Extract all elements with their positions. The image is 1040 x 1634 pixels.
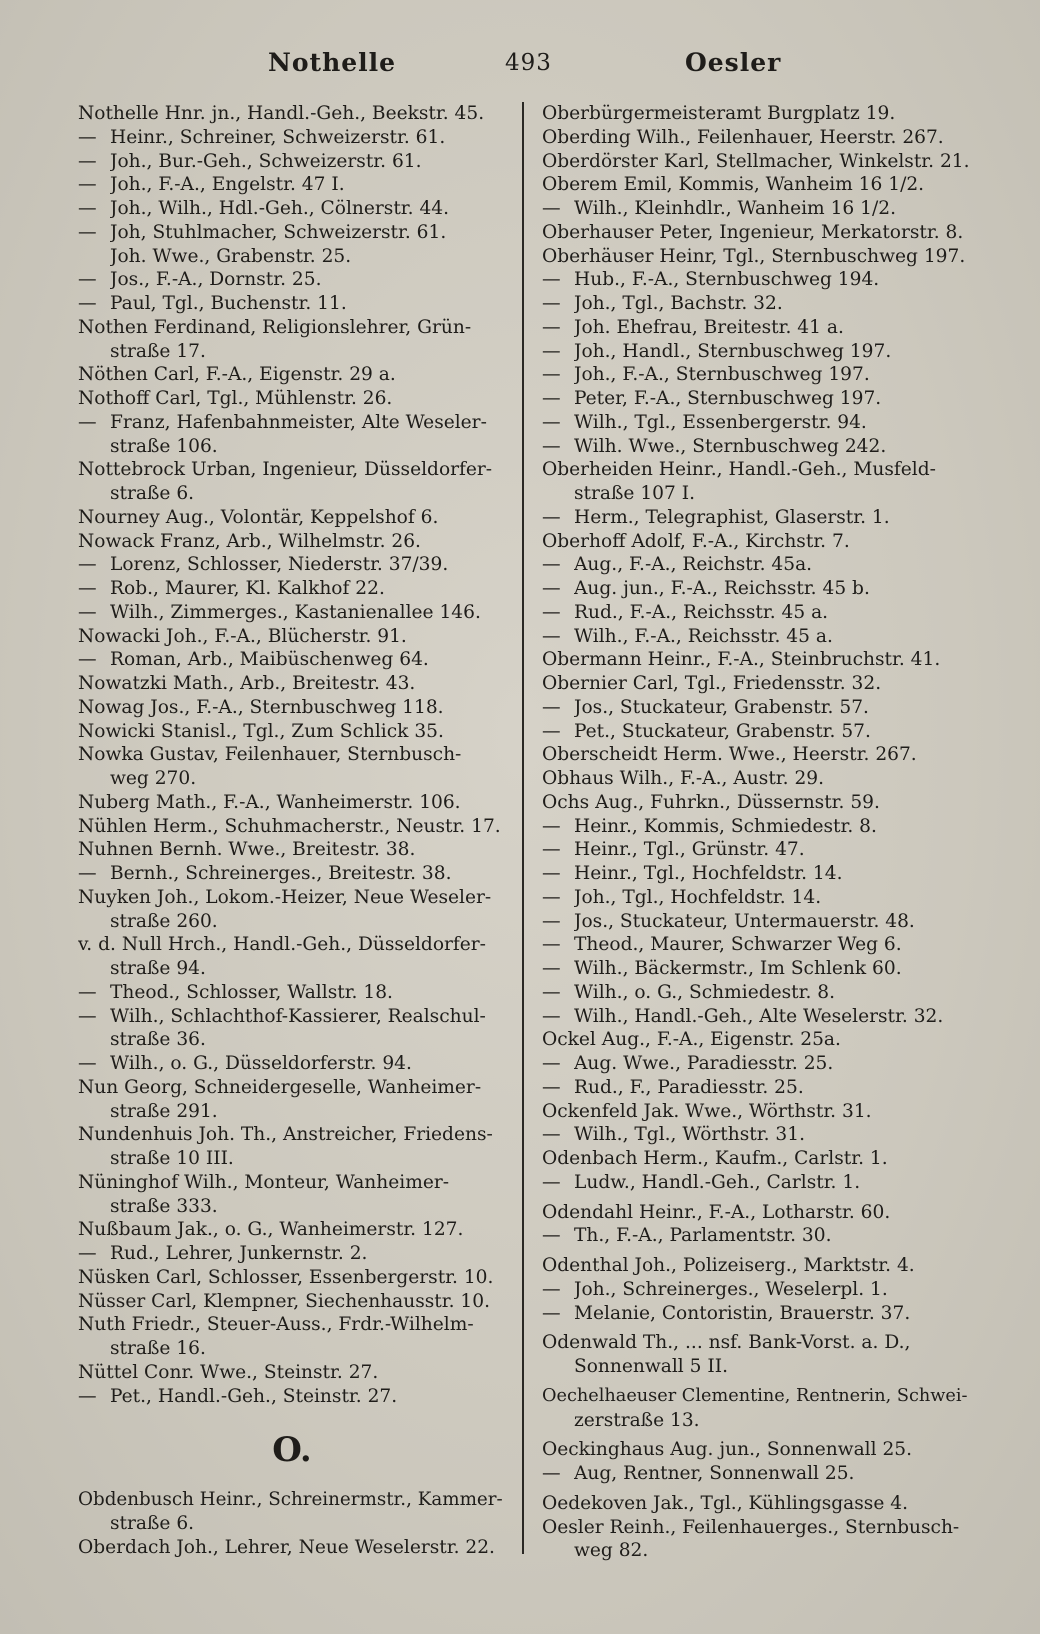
ditto-dash: — [542, 1463, 561, 1484]
entry [542, 791, 974, 815]
entry-text: Ockenfeld Jak. Wwe., Wörthstr. 31. [542, 1100, 872, 1122]
entry-continuation [542, 1539, 974, 1563]
entry [78, 1290, 506, 1314]
entry-text: Joh., Tgl., Bachstr. 32. [574, 293, 783, 314]
entry [78, 791, 506, 815]
entry-text: Bernh., Schreinerges., Breitestr. 38. [110, 863, 452, 884]
entry-continuation [78, 1028, 506, 1052]
entry [78, 316, 506, 340]
entry-text: Wilh., Schlachthof-Kassierer, Realschul- [110, 1005, 486, 1027]
entry-continuation [542, 482, 974, 506]
ditto-dash: — [78, 126, 97, 148]
entry-text: Nottebrock Urban, Ingenieur, Düsseldorfer- [78, 459, 493, 481]
entry-sub [542, 292, 974, 316]
entry-sub [542, 316, 974, 340]
entry [542, 102, 974, 126]
entry-sub [78, 648, 506, 672]
entry-continuation [78, 340, 506, 364]
entry [78, 720, 506, 744]
entry-text: weg 82. [574, 1540, 649, 1562]
entry-text: Hub., F.-A., Sternbuschweg 194. [574, 269, 880, 291]
entry-text: straße 291. [110, 1100, 218, 1122]
entry [542, 1492, 974, 1516]
entry [78, 1488, 506, 1512]
entry-text: weg 270. [110, 768, 197, 789]
ditto-dash: — [542, 720, 561, 742]
entry-text: straße 260. [110, 910, 218, 932]
entry-sub [542, 886, 974, 910]
entry-continuation [78, 957, 506, 981]
entry [78, 1218, 506, 1242]
entry-text: Nußbaum Jak., o. G., Wanheimerstr. 127. [78, 1219, 464, 1241]
entry [542, 221, 974, 245]
entry [78, 838, 506, 862]
entry-text: Odenthal Joh., Polizeiserg., Marktstr. 4. [542, 1255, 915, 1276]
entry-sub [78, 173, 506, 197]
entry-sub [542, 506, 974, 530]
ditto-dash: — [542, 1005, 561, 1027]
entry-sub [542, 363, 974, 387]
page-number: 493 [505, 50, 552, 76]
entry-text: Odenbach Herm., Kaufm., Carlstr. 1. [542, 1148, 888, 1169]
column-divider [522, 102, 524, 1554]
ditto-dash: — [78, 554, 97, 576]
entry-text: Th., F.-A., Parlamentstr. 30. [574, 1225, 832, 1247]
entry-sub [78, 1385, 506, 1409]
entry-continuation [78, 1100, 506, 1124]
ditto-dash: — [78, 150, 97, 172]
entry-text: Oedekoven Jak., Tgl., Kühlingsgasse 4. [542, 1492, 909, 1514]
entry [542, 126, 974, 150]
entry-text: Nöthen Carl, F.-A., Eigenstr. 29 a. [78, 364, 396, 386]
entry-sub [78, 1052, 506, 1076]
entry-sub [542, 411, 974, 435]
entry-text: Heinr., Schreiner, Schweizerstr. 61. [110, 126, 446, 148]
entry-text: Wilh., Kleinhdlr., Wanheim 16 1/2. [574, 198, 896, 219]
entry-continuation [542, 1409, 974, 1433]
ditto-dash: — [542, 578, 561, 599]
entry-sub [542, 601, 974, 625]
entry [542, 1254, 974, 1278]
entry-text: Jos., F.-A., Dornstr. 25. [110, 269, 322, 291]
running-header-left: Nothelle [268, 48, 397, 77]
entry [542, 150, 974, 174]
entry-text: Nühlen Herm., Schuhmacherstr., Neustr. 17. [78, 815, 501, 837]
entry-continuation [78, 482, 506, 506]
entry-text: Ockel Aug., F.-A., Eigenstr. 25a. [542, 1029, 841, 1051]
entry-text: Nowacki Joh., F.-A., Blücherstr. 91. [78, 625, 407, 647]
entry-text: Nun Georg, Schneidergeselle, Wanheimer- [78, 1076, 482, 1098]
ditto-dash: — [542, 198, 561, 219]
ditto-dash: — [542, 886, 561, 908]
entry [542, 1201, 974, 1225]
entry-text: Joh., Wilh., Hdl.-Geh., Cölnerstr. 44. [110, 198, 450, 219]
entry-text: Oberhauser Peter, Ingenieur, Merkatorstr. 8. [542, 221, 964, 243]
entry-sub [542, 981, 974, 1005]
entry [78, 815, 506, 839]
entry-continuation [78, 767, 506, 791]
entry-text: straße 16. [110, 1338, 206, 1359]
entry-sub [542, 1224, 974, 1248]
entry-continuation [78, 1337, 506, 1361]
entry [78, 102, 506, 126]
ditto-dash: — [542, 364, 561, 386]
entry-text: Heinr., Tgl., Hochfeldstr. 14. [574, 863, 843, 884]
entry-sub [78, 411, 506, 435]
entry-text: Sonnenwall 5 II. [574, 1356, 729, 1377]
entry-sub [542, 1462, 974, 1486]
entry [78, 458, 506, 482]
entry [78, 1536, 506, 1560]
ditto-dash: — [78, 269, 97, 291]
entry-sub [78, 221, 506, 245]
entry-text: zerstraße 13. [574, 1409, 700, 1431]
entry-text: Joh., F.-A., Sternbuschweg 197. [574, 364, 870, 386]
entry-text: Nundenhuis Joh. Th., Anstreicher, Friedens- [78, 1124, 493, 1146]
entry [78, 1123, 506, 1147]
entry-text: Joh., Schreinerges., Weselerpl. 1. [574, 1278, 888, 1300]
entry-text: straße 6. [110, 1513, 195, 1534]
entry-text: Joh., Handl., Sternbuschweg 197. [574, 340, 892, 362]
ditto-dash: — [542, 1076, 561, 1098]
entry-continuation [542, 1355, 974, 1379]
entry-text: straße 107 I. [574, 483, 695, 504]
ditto-dash: — [542, 1302, 561, 1324]
entry-sub [78, 862, 506, 886]
entry [542, 1147, 974, 1171]
ditto-dash: — [78, 198, 97, 219]
entry-text: Obermann Heinr., F.-A., Steinbruchstr. 41. [542, 649, 941, 671]
entry [78, 363, 506, 387]
entry-text: Melanie, Contoristin, Brauerstr. 37. [574, 1302, 911, 1324]
ditto-dash: — [542, 269, 561, 291]
entry-text: Nüsser Carl, Klempner, Siechenhausstr. 10. [78, 1290, 491, 1312]
entry-sub [542, 1123, 974, 1147]
ditto-dash: — [78, 1053, 97, 1074]
entry-sub [542, 838, 974, 862]
entry-text: Nothoff Carl, Tgl., Mühlenstr. 26. [78, 388, 393, 409]
entry-text: Joh., Bur.-Geh., Schweizerstr. 61. [110, 150, 422, 172]
entry-continuation [78, 1512, 506, 1536]
entry-text: Aug. Wwe., Paradiesstr. 25. [574, 1053, 834, 1074]
ditto-dash: — [78, 578, 97, 599]
entry-text: straße 94. [110, 958, 206, 979]
ditto-dash: — [542, 1171, 561, 1193]
entry-text: Oberbürgermeisteramt Burgplatz 19. [542, 103, 896, 124]
entry-sub [78, 601, 506, 625]
entry-sub [78, 553, 506, 577]
entry-text: Ludw., Handl.-Geh., Carlstr. 1. [574, 1171, 861, 1193]
entry-text: Joh., Tgl., Hochfeldstr. 14. [574, 886, 822, 908]
entry-text: Joh., F.-A., Engelstr. 47 I. [110, 174, 345, 196]
ditto-dash: — [542, 910, 561, 932]
entry [542, 1385, 974, 1409]
entry-text: straße 106. [110, 435, 218, 457]
entry-text: Oberdach Joh., Lehrer, Neue Weselerstr. 22. [78, 1536, 495, 1558]
entry-text: Wilh., F.-A., Reichsstr. 45 a. [574, 625, 833, 647]
entry-text: straße 17. [110, 340, 206, 362]
entry [78, 530, 506, 554]
entry-text: Nowicki Stanisl., Tgl., Zum Schlick 35. [78, 720, 444, 742]
entry-text: Oberding Wilh., Feilenhauer, Heerstr. 267. [542, 126, 944, 148]
entry-sub [542, 387, 974, 411]
ditto-dash: — [542, 411, 561, 433]
entry-sub [78, 1005, 506, 1029]
entry-text: Aug, Rentner, Sonnenwall 25. [574, 1463, 855, 1484]
entry-sub [542, 1171, 974, 1195]
entry-text: Nuyken Joh., Lokom.-Heizer, Neue Weseler- [78, 886, 492, 908]
entry-sub [78, 577, 506, 601]
entry-sub [542, 1076, 974, 1100]
entry-text: Nowag Jos., F.-A., Sternbuschweg 118. [78, 696, 444, 718]
entry-text: Oberheiden Heinr., Handl.-Geh., Musfeld- [542, 459, 936, 481]
entry-text: Roman, Arb., Maibüschenweg 64. [110, 649, 429, 671]
entry-text: Oechelhaeuser Clementine, Rentnerin, Schwei- [542, 1385, 968, 1406]
entry-sub [78, 1242, 506, 1266]
entry-text: Theod., Maurer, Schwarzer Weg 6. [574, 934, 902, 956]
ditto-dash: — [542, 815, 561, 837]
entry-text: Jos., Stuckateur, Untermauerstr. 48. [574, 910, 915, 932]
entry-text: Nüttel Conr. Wwe., Steinstr. 27. [78, 1361, 379, 1383]
entry-sub [542, 815, 974, 839]
entry-text: Obhaus Wilh., F.-A., Austr. 29. [542, 768, 825, 789]
entry-text: Nüsken Carl, Schlosser, Essenbergerstr. 10. [78, 1266, 494, 1288]
entry-sub [78, 150, 506, 174]
entry-sub [542, 1052, 974, 1076]
ditto-dash: — [542, 293, 561, 314]
entry [78, 506, 506, 530]
entry-text: Oberscheidt Herm. Wwe., Heerstr. 267. [542, 744, 917, 766]
ditto-dash: — [78, 221, 97, 243]
entry-text: Nuberg Math., F.-A., Wanheimerstr. 106. [78, 791, 461, 813]
entry-text: Wilh. Wwe., Sternbuschweg 242. [574, 435, 887, 457]
entry-text: Paul, Tgl., Buchenstr. 11. [110, 293, 347, 314]
entry-text: Heinr., Tgl., Grünstr. 47. [574, 839, 805, 861]
ditto-dash: — [542, 1053, 561, 1074]
ditto-dash: — [542, 340, 561, 362]
entry [542, 173, 974, 197]
entry-text: Aug., F.-A., Reichstr. 45a. [574, 554, 813, 576]
entry-text: Rob., Maurer, Kl. Kalkhof 22. [110, 578, 385, 599]
right-column [542, 102, 974, 1563]
ditto-dash: — [542, 435, 561, 457]
entry [78, 1361, 506, 1385]
entry [78, 743, 506, 767]
entry-text: Oberhoff Adolf, F.-A., Kirchstr. 7. [542, 530, 850, 552]
ditto-dash: — [78, 601, 97, 623]
left-column [78, 102, 506, 1560]
entry-text: Nothen Ferdinand, Religionslehrer, Grün- [78, 316, 472, 338]
entry [542, 1331, 974, 1355]
ditto-dash: — [78, 1243, 97, 1264]
entry [542, 1100, 974, 1124]
entry-text: Franz, Hafenbahnmeister, Alte Weseler- [110, 411, 487, 433]
entry-text: Herm., Telegraphist, Glaserstr. 1. [574, 506, 890, 528]
entry-text: Nuth Friedr., Steuer-Auss., Frdr.-Wilhelm- [78, 1314, 474, 1336]
ditto-dash: — [542, 388, 561, 409]
entry-text: Wilh., Tgl., Wörthstr. 31. [574, 1124, 805, 1146]
entry [78, 1266, 506, 1290]
entry-text: Rud., Lehrer, Junkernstr. 2. [110, 1243, 368, 1264]
entry-text: Ochs Aug., Fuhrkn., Düssernstr. 59. [542, 791, 880, 813]
ditto-dash: — [542, 696, 561, 718]
ditto-dash: — [78, 981, 97, 1003]
entry-continuation [78, 435, 506, 459]
entry [78, 1076, 506, 1100]
entry-sub [542, 197, 974, 221]
entry [78, 1171, 506, 1195]
ditto-dash: — [78, 174, 97, 196]
ditto-dash: — [542, 863, 561, 884]
entry-continuation [78, 1147, 506, 1171]
entry-text: Wilh., Tgl., Essenbergerstr. 94. [574, 411, 867, 433]
entry-sub [542, 625, 974, 649]
entry-text: Odendahl Heinr., F.-A., Lotharstr. 60. [542, 1201, 891, 1223]
ditto-dash: — [542, 1225, 561, 1247]
ditto-dash: — [78, 1005, 97, 1027]
entry-text: Pet., Handl.-Geh., Steinstr. 27. [110, 1385, 398, 1407]
entry-text: Nothelle Hnr. jn., Handl.-Geh., Beekstr. 45. [78, 103, 485, 124]
ditto-dash: — [542, 1124, 561, 1146]
ditto-dash: — [78, 863, 97, 884]
entry [542, 1438, 974, 1462]
entry-sub [542, 696, 974, 720]
ditto-dash: — [542, 506, 561, 528]
entry-text: straße 36. [110, 1029, 206, 1051]
entry-text: Lorenz, Schlosser, Niederstr. 37/39. [110, 554, 449, 576]
ditto-dash: — [542, 981, 561, 1003]
entry [542, 1516, 974, 1540]
ditto-dash: — [542, 839, 561, 861]
entry [78, 625, 506, 649]
running-header-right: Oesler [685, 48, 782, 77]
entry-text: Nowka Gustav, Feilenhauer, Sternbusch- [78, 744, 462, 766]
entry [542, 672, 974, 696]
entry-text: straße 10 III. [110, 1148, 234, 1169]
entry [78, 387, 506, 411]
entry-sub [78, 292, 506, 316]
entry-text: Pet., Stuckateur, Grabenstr. 57. [574, 720, 871, 742]
ditto-dash: — [78, 1385, 97, 1407]
entry-text: Obdenbusch Heinr., Schreinermstr., Kammer- [78, 1489, 503, 1511]
entry-sub [542, 553, 974, 577]
entry-text: straße 333. [110, 1195, 218, 1217]
entry-continuation [78, 245, 506, 269]
entry-text: Joh. Ehefrau, Breitestr. 41 a. [574, 316, 844, 338]
entry-text: Rud., F.-A., Reichsstr. 45 a. [574, 601, 829, 623]
entry-sub [78, 981, 506, 1005]
entry-continuation [78, 1195, 506, 1219]
entry [542, 743, 974, 767]
entry-text: Nowatzki Math., Arb., Breitestr. 43. [78, 673, 416, 694]
entry-text: Oberdörster Karl, Stellmacher, Winkelstr. 21. [542, 150, 970, 172]
entry-text: Oberhäuser Heinr, Tgl., Sternbuschweg 197. [542, 245, 966, 267]
entry-text: Nowack Franz, Arb., Wilhelmstr. 26. [78, 530, 421, 552]
entry [78, 1313, 506, 1337]
entry-sub [542, 435, 974, 459]
entry [542, 1028, 974, 1052]
entry-text: Nourney Aug., Volontär, Keppelshof 6. [78, 506, 439, 528]
entry-text: Wilh., o. G., Düsseldorferstr. 94. [110, 1053, 412, 1074]
entry [78, 886, 506, 910]
entry-sub [542, 340, 974, 364]
entry-sub [542, 862, 974, 886]
entry-continuation [78, 910, 506, 934]
entry-text: Joh, Stuhlmacher, Schweizerstr. 61. [110, 221, 447, 243]
entry-sub [542, 577, 974, 601]
entry-text: v. d. Null Hrch., Handl.-Geh., Düsseldorfer- [78, 934, 486, 956]
entry [542, 648, 974, 672]
entry-text: Nüninghof Wilh., Monteur, Wanheimer- [78, 1171, 450, 1193]
ditto-dash: — [542, 625, 561, 647]
entry [542, 458, 974, 482]
entry-text: straße 6. [110, 483, 195, 504]
entry-sub [542, 1005, 974, 1029]
entry-sub [78, 197, 506, 221]
entry-text: Heinr., Kommis, Schmiedestr. 8. [574, 815, 877, 837]
ditto-dash: — [78, 411, 97, 433]
ditto-dash: — [542, 934, 561, 956]
entry-text: Wilh., o. G., Schmiedestr. 8. [574, 981, 836, 1003]
entry-text: Wilh., Zimmerges., Kastanienallee 146. [110, 601, 481, 623]
entry-text: Odenwald Th., ... nsf. Bank-Vorst. a. D., [542, 1332, 911, 1354]
entry-sub [542, 910, 974, 934]
entry-text: Jos., Stuckateur, Grabenstr. 57. [574, 696, 869, 718]
entry-text: Oesler Reinh., Feilenhauerges., Sternbusch- [542, 1516, 960, 1538]
entry-sub [542, 957, 974, 981]
entry-sub [78, 268, 506, 292]
entry-sub [542, 933, 974, 957]
entry [542, 245, 974, 269]
ditto-dash: — [78, 293, 97, 314]
ditto-dash: — [542, 1278, 561, 1300]
entry [78, 696, 506, 720]
entry-text: Peter, F.-A., Sternbuschweg 197. [574, 388, 882, 409]
entry-text: Oberem Emil, Kommis, Wanheim 16 1/2. [542, 174, 925, 196]
entry-text: Joh. Wwe., Grabenstr. 25. [110, 245, 352, 267]
entry-sub [542, 268, 974, 292]
entry [78, 672, 506, 696]
entry-text: Obernier Carl, Tgl., Friedensstr. 32. [542, 673, 882, 694]
entry-sub [542, 1278, 974, 1302]
entry-sub [78, 126, 506, 150]
ditto-dash: — [542, 958, 561, 979]
entry-text: Aug. jun., F.-A., Reichsstr. 45 b. [574, 578, 870, 599]
section-letter: O. [272, 1430, 312, 1471]
entry [542, 767, 974, 791]
entry-text: Nuhnen Bernh. Wwe., Breitestr. 38. [78, 839, 416, 861]
ditto-dash: — [542, 554, 561, 576]
entry-text: Rud., F., Paradiesstr. 25. [574, 1076, 804, 1098]
entry [542, 530, 974, 554]
ditto-dash: — [78, 649, 97, 671]
entry [78, 933, 506, 957]
entry-text: Oeckinghaus Aug. jun., Sonnenwall 25. [542, 1439, 913, 1461]
ditto-dash: — [542, 601, 561, 623]
entry-text: Wilh., Bäckermstr., Im Schlenk 60. [574, 958, 902, 979]
ditto-dash: — [542, 316, 561, 338]
entry-sub [542, 1302, 974, 1326]
entry-sub [542, 720, 974, 744]
entry-text: Theod., Schlosser, Wallstr. 18. [110, 981, 393, 1003]
entry-text: Wilh., Handl.-Geh., Alte Weselerstr. 32. [574, 1005, 944, 1027]
